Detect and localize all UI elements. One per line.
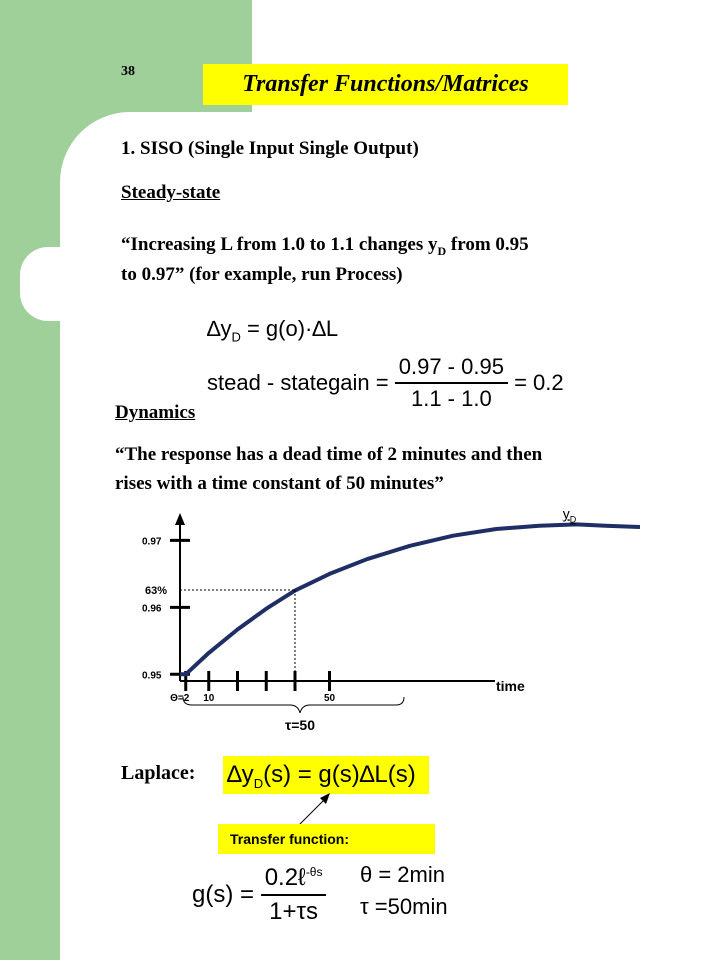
quote-text-end: from 0.95 bbox=[446, 234, 529, 255]
x-tick-label-2: 50 bbox=[323, 693, 336, 704]
g-numerator bbox=[261, 864, 327, 896]
steady-state-quote-line1 bbox=[121, 234, 529, 259]
gain-denominator: 1.1 - 1.0 bbox=[410, 386, 492, 411]
eq1-rhs: = g(o)·∆L bbox=[240, 316, 339, 341]
steady-state-gain-equation bbox=[207, 354, 564, 412]
delta-y-equation bbox=[207, 316, 338, 344]
laplace-subscript: D bbox=[253, 775, 264, 791]
left-green-band bbox=[0, 0, 60, 960]
eq1-lhs: ∆y bbox=[207, 316, 232, 341]
theta-equation: θ = 2min bbox=[360, 862, 445, 887]
eq2-lhs: stead - stategain = bbox=[207, 370, 389, 395]
y-tick-label-0: 0.95 bbox=[142, 670, 162, 682]
g-numerator-exponent: -θs bbox=[305, 865, 323, 879]
left-white-tab bbox=[20, 247, 80, 321]
tau-equation: τ =50min bbox=[360, 894, 448, 919]
x-axis-label: time bbox=[496, 678, 525, 694]
laplace-lhs: ∆y bbox=[227, 761, 254, 788]
series-label-main: y bbox=[562, 505, 570, 522]
dynamics-quote-line1: “The response has a dead time of 2 minutes and then bbox=[115, 444, 543, 465]
y-ticks bbox=[142, 536, 190, 681]
gain-numerator: 0.97 - 0.95 bbox=[395, 354, 508, 384]
g-fraction bbox=[261, 864, 327, 926]
quote-subscript: D bbox=[437, 243, 447, 258]
step-response-chart bbox=[100, 505, 660, 750]
laplace-rhs: (s) = g(s)∆L(s) bbox=[263, 761, 416, 788]
annotation-63-percent: 63% bbox=[145, 584, 168, 597]
gain-fraction bbox=[395, 354, 508, 412]
tau-brace bbox=[183, 697, 404, 713]
g-lhs: g(s) = bbox=[192, 881, 255, 908]
g-numerator-base: 0.2ℓ bbox=[264, 864, 306, 891]
dynamics-heading: Dynamics bbox=[115, 402, 196, 423]
y-axis-arrow bbox=[175, 513, 185, 525]
page-title: Transfer Functions/Matrices bbox=[203, 64, 568, 105]
series-label-yD bbox=[563, 505, 577, 524]
steady-state-quote-line2: to 0.97” (for example, run Process) bbox=[121, 264, 403, 285]
x-tick-label-1: 10 bbox=[203, 693, 215, 704]
tau-label: τ=50 bbox=[285, 717, 315, 733]
y-tick-label-2: 0.97 bbox=[142, 536, 162, 548]
eq1-subscript: D bbox=[231, 329, 241, 345]
transfer-function-label: Transfer function: bbox=[218, 824, 435, 854]
transfer-function-equation bbox=[192, 864, 326, 926]
series-label-sub: D bbox=[569, 514, 577, 525]
y-tick-label-1: 0.96 bbox=[142, 603, 162, 615]
x-ticks bbox=[170, 671, 335, 704]
g-denominator: 1+τs bbox=[269, 898, 318, 925]
quote-text: “Increasing L from 1.0 to 1.1 changes y bbox=[121, 234, 438, 255]
laplace-label: Laplace: bbox=[121, 762, 196, 784]
laplace-equation bbox=[223, 756, 429, 794]
eq2-rhs: = 0.2 bbox=[514, 370, 564, 395]
x-tick-label-0: Θ=2 bbox=[170, 693, 190, 704]
section-heading: 1. SISO (Single Input Single Output) bbox=[121, 138, 419, 159]
page-number: 38 bbox=[121, 64, 135, 79]
dynamics-quote-line2: rises with a time constant of 50 minutes” bbox=[115, 473, 444, 494]
series-line-yD bbox=[180, 524, 640, 674]
steady-state-heading: Steady-state bbox=[121, 182, 221, 203]
